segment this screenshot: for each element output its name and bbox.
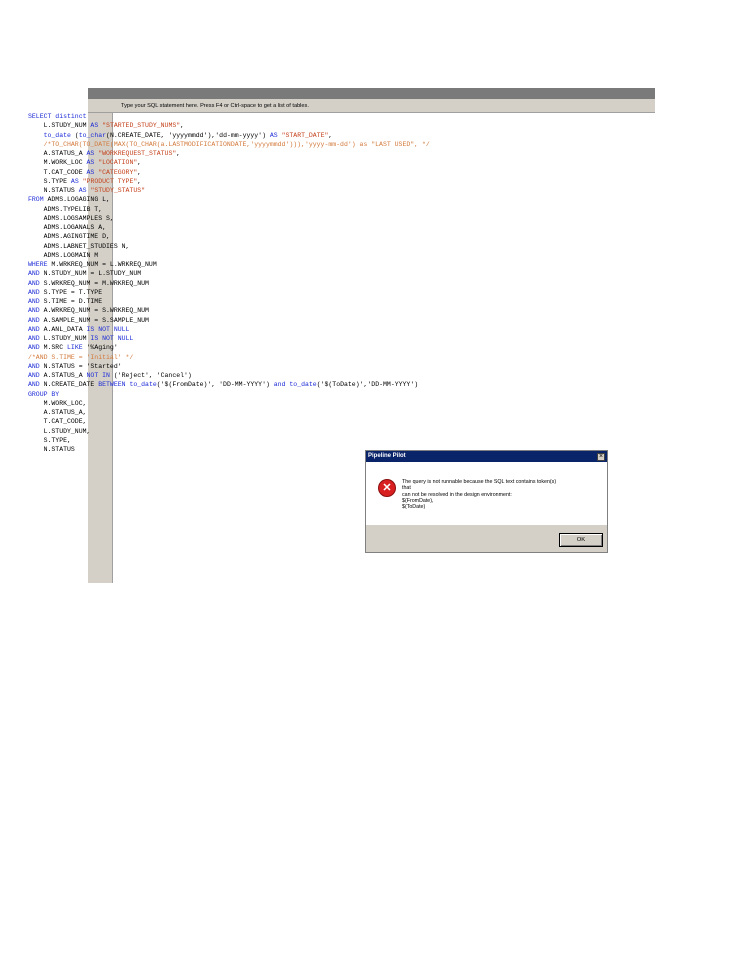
- ok-button[interactable]: OK: [559, 533, 603, 547]
- sql-keyword: AS: [90, 122, 99, 130]
- sql-line: [28, 408, 430, 417]
- sql-token: L.STUDY_NUM,: [28, 427, 91, 435]
- sql-token: (N.CREATE_DATE, 'yyyymmdd'),'dd-mm-yyyy'): [106, 131, 270, 139]
- sql-line: [28, 371, 430, 380]
- window-titlebar: [88, 88, 655, 99]
- sql-keyword: FROM: [28, 196, 44, 204]
- sql-keyword: AND: [28, 270, 40, 278]
- sql-keyword: AS: [269, 131, 278, 139]
- sql-token: N.STATUS: [28, 446, 75, 453]
- sql-keyword: AND: [28, 381, 40, 389]
- sql-line: [28, 232, 430, 241]
- close-icon[interactable]: ×: [598, 452, 604, 460]
- sql-token: S.WRKREQ_NUM = M.WRKREQ_NUM: [39, 279, 149, 287]
- sql-token: T.CAT_CODE: [28, 168, 87, 176]
- sql-comment: /*AND S.TIME = 'Initial' */: [28, 353, 134, 361]
- sql-keyword: IS NOT NULL: [86, 325, 130, 333]
- sql-line: [28, 325, 430, 334]
- sql-token: ,: [180, 122, 185, 130]
- sql-token: A.ANL_DATA: [39, 325, 87, 333]
- sql-token: ADMS.LABNET_STUDIES N,: [28, 242, 130, 250]
- sql-token: ('$(FromDate)', 'DD-MM-YYYY'): [156, 381, 274, 389]
- sql-token: S.TYPE,: [28, 436, 71, 444]
- sql-token: ,: [176, 150, 181, 157]
- sql-line: [28, 297, 430, 306]
- sql-line: [28, 427, 430, 436]
- sql-token: M.WORK_LOC: [28, 159, 87, 167]
- sql-keyword: to_date: [289, 381, 317, 389]
- dialog-body: [366, 462, 607, 525]
- sql-line: [28, 242, 430, 251]
- sql-token: ADMS.LOGAGING L,: [43, 196, 110, 204]
- sql-string: "STARTED_STUDY_NUMS": [102, 122, 181, 130]
- sql-token: ,: [137, 168, 142, 176]
- sql-keyword: IS NOT NULL: [90, 335, 134, 342]
- sql-line: [28, 343, 430, 352]
- sql-keyword: AS: [78, 187, 87, 194]
- sql-keyword: to_char: [78, 131, 107, 139]
- sql-line: [28, 223, 430, 232]
- sql-token: ('$(ToDate)','DD-MM-YYYY'): [316, 381, 419, 389]
- sql-line: [28, 399, 430, 408]
- error-dialog: [365, 450, 608, 553]
- message-line: $(FromDate),: [402, 497, 434, 504]
- sql-keyword: AND: [28, 307, 40, 315]
- sql-line: [28, 251, 430, 260]
- sql-line: [28, 177, 430, 186]
- sql-keyword: to_date: [129, 381, 157, 389]
- sql-hint-bar: Type your SQL statement here. Press F4 or Ctrl-space to get a list of tables.: [88, 99, 655, 113]
- sql-token: A.WRKREQ_NUM = S.WRKREQ_NUM: [39, 307, 149, 315]
- sql-token: ('Reject', 'Cancel'): [109, 372, 192, 379]
- sql-token: ,: [137, 177, 142, 185]
- dialog-message: [402, 479, 602, 510]
- sql-keyword: BETWEEN: [98, 381, 126, 389]
- sql-token: A.STATUS_A: [28, 150, 87, 157]
- sql-line: [28, 279, 430, 288]
- sql-keyword: AND: [28, 372, 40, 379]
- sql-token: A.STATUS_A,: [28, 409, 87, 416]
- sql-token: ADMS.LOGANALS A,: [28, 224, 107, 231]
- sql-line: [28, 288, 430, 297]
- sql-token: A.SAMPLE_NUM = S.SAMPLE_NUM: [39, 316, 149, 324]
- sql-line: [28, 316, 430, 325]
- sql-token: ADMS.LOGSAMPLES S,: [28, 214, 114, 222]
- sql-line: [28, 436, 430, 445]
- sql-line: [28, 306, 430, 315]
- sql-line: [28, 362, 430, 371]
- message-line: that: [402, 485, 411, 492]
- sql-keyword: AND: [28, 344, 40, 352]
- sql-line: [28, 131, 430, 140]
- sql-line: [28, 334, 430, 343]
- sql-string: "START_DATE": [281, 131, 329, 139]
- sql-token: N.STATUS: [28, 187, 79, 194]
- sql-token: M.WORK_LOC,: [28, 399, 87, 407]
- sql-token: ADMS.LOGMAIN M: [28, 251, 99, 259]
- sql-keyword: SELECT distinct: [28, 113, 87, 120]
- sql-keyword: AS: [86, 150, 95, 157]
- sql-line: [28, 158, 430, 167]
- sql-keyword: AS: [70, 177, 79, 185]
- sql-line: [28, 260, 430, 269]
- sql-keyword: AND: [28, 325, 40, 333]
- sql-line: [28, 353, 430, 362]
- sql-keyword: AS: [86, 159, 95, 167]
- dialog-title: Pipeline Pilot: [366, 451, 607, 462]
- sql-line: [28, 205, 430, 214]
- sql-keyword: AS: [86, 168, 95, 176]
- sql-string: "PRODUCT TYPE": [82, 177, 138, 185]
- sql-token: M.SRC: [39, 344, 68, 352]
- sql-token: [28, 132, 44, 139]
- sql-comment: /*TO_CHAR(TO_DATE(MAX(TO_CHAR(a.LASTMODIFICATIONDATE,'yyyymmdd'))),'yyyy-mm-dd') as "LAST USED", */: [28, 140, 430, 148]
- sql-keyword: GROUP BY: [28, 390, 60, 398]
- sql-line: [28, 417, 430, 426]
- sql-token: ADMS.AGINGTIME D,: [28, 233, 110, 241]
- sql-line: [28, 186, 430, 195]
- sql-line: [28, 140, 430, 149]
- sql-keyword: WHERE: [28, 261, 48, 268]
- sql-keyword: NOT IN: [86, 372, 110, 379]
- sql-string: "LOCATION": [98, 159, 138, 167]
- sql-token: N.STATUS = 'Started': [39, 362, 122, 370]
- message-line: can not be resolved in the design environment:: [402, 491, 512, 498]
- message-line: $(ToDate): [402, 504, 426, 511]
- sql-token: ,: [328, 131, 333, 139]
- sql-line: [28, 112, 430, 121]
- sql-string: "CATEGORY": [98, 168, 138, 176]
- sql-token: S.TYPE: [28, 177, 71, 185]
- sql-keyword: AND: [28, 298, 40, 305]
- sql-line: [28, 214, 430, 223]
- sql-string: "WORKREQUEST_STATUS": [98, 150, 177, 157]
- sql-keyword: AND: [28, 288, 40, 296]
- sql-token: S.TIME = D.TIME: [39, 298, 103, 305]
- sql-token: T.CAT_CODE,: [28, 418, 87, 426]
- sql-token: L.STUDY_NUM: [39, 335, 91, 342]
- sql-keyword: AND: [28, 279, 40, 287]
- sql-token: M.WRKREQ_NUM = L.WRKREQ_NUM: [47, 261, 157, 268]
- sql-line: [28, 380, 430, 389]
- sql-string: "STUDY_STATUS": [90, 187, 146, 194]
- sql-line: [28, 168, 430, 177]
- sql-keyword: AND: [28, 362, 40, 370]
- error-icon: ✕: [378, 479, 396, 497]
- sql-keyword: AND: [28, 316, 40, 324]
- sql-text-area[interactable]: [28, 112, 430, 454]
- sql-keyword: AND: [28, 335, 40, 342]
- sql-line: [28, 269, 430, 278]
- message-line: The query is not runnable because the SQL text contains token(s): [402, 479, 557, 485]
- sql-line: [28, 121, 430, 130]
- sql-token: ,: [137, 159, 142, 167]
- sql-token: A.STATUS_A: [39, 372, 87, 379]
- sql-token: N.STUDY_NUM = L.STUDY_NUM: [39, 270, 142, 278]
- sql-token: (: [70, 131, 79, 139]
- sql-token: N.CREATE_DATE: [39, 381, 99, 389]
- sql-line: [28, 195, 430, 204]
- sql-token: '%Aging': [82, 344, 118, 352]
- sql-line: [28, 149, 430, 158]
- sql-token: L.STUDY_NUM: [28, 122, 91, 130]
- sql-keyword: LIKE: [67, 344, 83, 352]
- sql-token: ADMS.TYPELIB T,: [28, 205, 103, 213]
- sql-token: S.TYPE = T.TYPE: [39, 288, 103, 296]
- sql-line: [28, 390, 430, 399]
- sql-keyword: to_date: [43, 131, 71, 139]
- sql-keyword: and: [273, 381, 286, 389]
